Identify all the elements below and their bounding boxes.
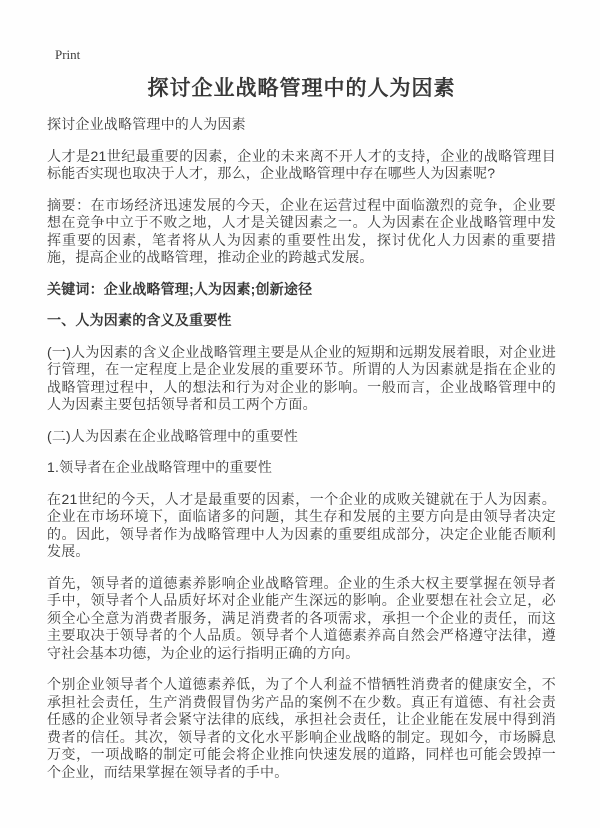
page-title: 探讨企业战略管理中的人为因素: [147, 77, 456, 100]
abstract-paragraph: 摘要：在市场经济迅速发展的今天，企业在运营过程中面临激烈的竞争，企业要想在竞争中立于不败之地，人才是关键因素之一。人为因素在企业战略管理中发挥重要的因素，笔者将从人为因素的重要性出发，探讨优化人力因素的重要措施，提高企业的战略管理，推动企业的跨越式发展。: [47, 196, 556, 265]
paragraph-leader-importance: 在21世纪的今天，人才是最重要的因素，一个企业的成败关键就在于人为因素。企业在市场环境下，面临诸多的问题，其生存和发展的主要方向是由领导者决定的。因此，领导者作为战略管理中人为因素的重要组成部分，决定企业能否顺利发展。: [47, 490, 556, 559]
paragraph-human-factor-definition: (一)人为因素的含义企业战略管理主要是从企业的短期和远期发展着眼，对企业进行管理，在一定程度上是企业发展的重要环节。所谓的人为因素就是指在企业的战略管理过程中，人的想法和行为对企业的影响。一般而言，企业战略管理中的人为因素主要包括领导者和员工两个方面。: [47, 343, 556, 412]
subsection-heading-importance: (二)人为因素在企业战略管理中的重要性: [47, 427, 299, 444]
print-link[interactable]: Print: [55, 47, 81, 62]
intro-paragraph: 人才是21世纪最重要的因素，企业的未来离不开人才的支持，企业的战略管理目标能否实现也取决于人才，那么，企业战略管理中存在哪些人为因素呢?: [47, 147, 556, 181]
subsubsection-heading-leader: 1.领导者在企业战略管理中的重要性: [47, 459, 273, 475]
section-heading-1: 一、人为因素的含义及重要性: [47, 312, 232, 328]
article-subtitle: 探讨企业战略管理中的人为因素: [47, 116, 246, 132]
article-content: [0, 76, 600, 795]
paragraph-low-morality-cases: 个别企业领导者个人道德素养低，为了个人利益不惜牺牲消费者的健康安全，不承担社会责任，生产消费假冒伪劣产品的案例不在少数。真正有道德、有社会责任感的企业领导者会紧守法律的底线，承担社会责任，让企业能在发展中得到消费者的信任。其次，领导者的文化水平影响企业战略的制定。现如今，市场瞬息万变，一项战略的制定可能会将企业推向快速发展的道路，同样也可能会毁掉一个企业，而结果掌握在领导者的手中。: [47, 676, 556, 780]
paragraph-leader-morality: 首先，领导者的道德素养影响企业战略管理。企业的生杀大权主要掌握在领导者手中，领导者个人品质好坏对企业能产生深远的影响。企业要想在社会立足，必须全心全意为消费者服务，满足消费者的各项需求，承担一个企业的责任，而这主要取决于领导者的个人品质。领导者个人道德素养高自然会严格遵守法律，遵守社会基本功德，为企业的运行指明正确的方向。: [47, 574, 556, 661]
keywords-line: 关键词：企业战略管理;人为因素;创新途径: [47, 280, 313, 297]
